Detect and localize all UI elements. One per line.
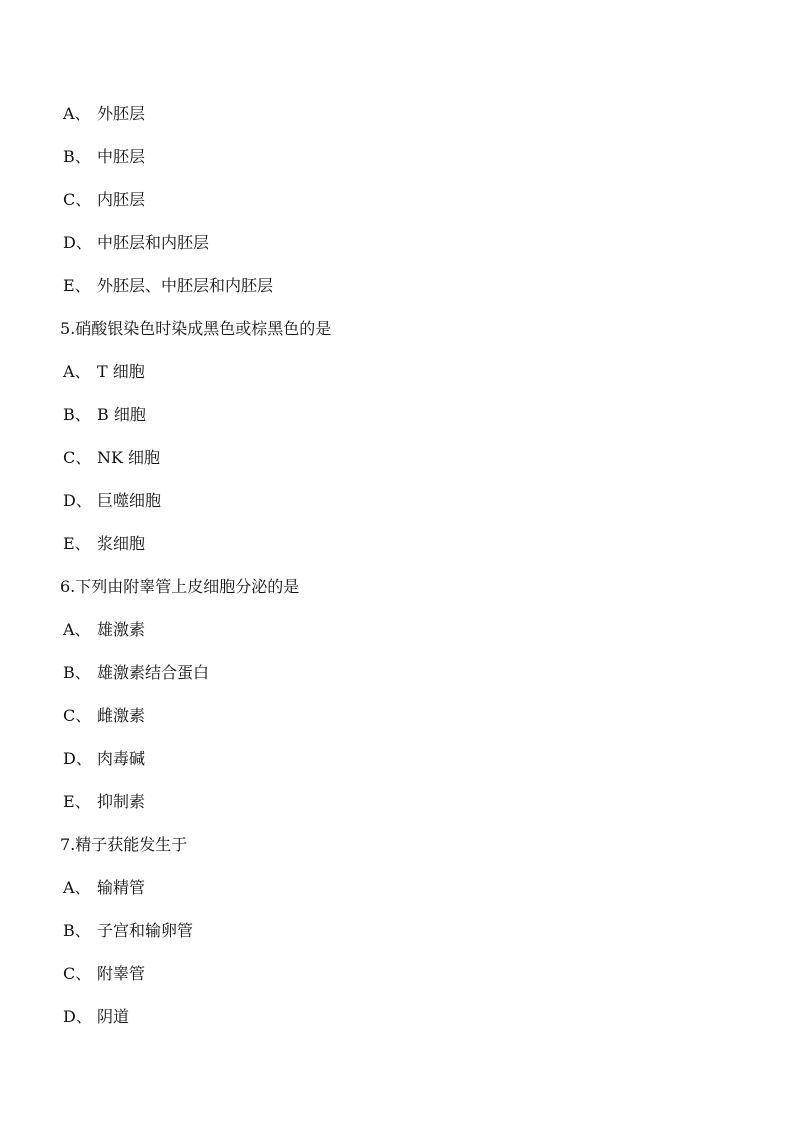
option-text: 肉毒碱 bbox=[97, 749, 146, 768]
option-c bbox=[63, 962, 145, 986]
option-d bbox=[63, 747, 145, 771]
option-letter: A、 bbox=[63, 104, 91, 123]
option-d bbox=[63, 489, 161, 513]
option-letter: E、 bbox=[63, 276, 91, 295]
option-letter: C、 bbox=[63, 964, 92, 983]
option-text: 输精管 bbox=[97, 878, 146, 897]
option-text: 雄激素 bbox=[97, 620, 146, 639]
option-letter: B、 bbox=[63, 921, 91, 940]
option-text: 雌激素 bbox=[97, 706, 146, 725]
option-text: 中胚层 bbox=[97, 147, 146, 166]
option-text: 巨噬细胞 bbox=[97, 491, 162, 510]
question-7: 7.精子获能发生于 bbox=[60, 835, 188, 854]
option-letter: A、 bbox=[63, 362, 91, 381]
option-d bbox=[63, 231, 209, 255]
option-d bbox=[63, 1005, 129, 1029]
option-text: 外胚层 bbox=[97, 104, 146, 123]
option-letter: D、 bbox=[63, 749, 92, 768]
option-text: B 细胞 bbox=[97, 405, 146, 424]
option-letter: A、 bbox=[63, 878, 91, 897]
option-text: 阴道 bbox=[97, 1007, 130, 1026]
option-text: 抑制素 bbox=[97, 792, 146, 811]
option-e bbox=[63, 532, 145, 556]
option-c bbox=[63, 446, 160, 470]
option-letter: B、 bbox=[63, 663, 91, 682]
option-a bbox=[63, 876, 145, 900]
option-text: 内胚层 bbox=[97, 190, 146, 209]
option-text: 附睾管 bbox=[97, 964, 146, 983]
option-e bbox=[63, 274, 273, 298]
option-letter: E、 bbox=[63, 534, 91, 553]
option-a bbox=[63, 360, 145, 384]
option-text: 外胚层、中胚层和内胚层 bbox=[97, 276, 274, 295]
option-letter: C、 bbox=[63, 190, 92, 209]
option-letter: A、 bbox=[63, 620, 91, 639]
option-c bbox=[63, 704, 145, 728]
option-c bbox=[63, 188, 145, 212]
option-a bbox=[63, 102, 145, 126]
option-text: 浆细胞 bbox=[97, 534, 146, 553]
option-text: NK 细胞 bbox=[97, 448, 161, 467]
option-b bbox=[63, 661, 209, 685]
option-letter: B、 bbox=[63, 147, 91, 166]
option-b bbox=[63, 403, 146, 427]
option-b bbox=[63, 145, 145, 169]
option-letter: C、 bbox=[63, 448, 92, 467]
option-letter: C、 bbox=[63, 706, 92, 725]
option-e bbox=[63, 790, 145, 814]
option-letter: D、 bbox=[63, 233, 92, 252]
option-text: 雄激素结合蛋白 bbox=[97, 663, 210, 682]
option-letter: B、 bbox=[63, 405, 91, 424]
question-6: 6.下列由附睾管上皮细胞分泌的是 bbox=[60, 577, 300, 596]
option-letter: E、 bbox=[63, 792, 91, 811]
option-letter: D、 bbox=[63, 491, 92, 510]
option-text: 中胚层和内胚层 bbox=[97, 233, 210, 252]
option-b bbox=[63, 919, 193, 943]
option-a bbox=[63, 618, 145, 642]
option-letter: D、 bbox=[63, 1007, 92, 1026]
question-5: 5.硝酸银染色时染成黑色或棕黑色的是 bbox=[60, 319, 332, 338]
option-text: 子宫和输卵管 bbox=[97, 921, 194, 940]
option-text: T 细胞 bbox=[97, 362, 145, 381]
